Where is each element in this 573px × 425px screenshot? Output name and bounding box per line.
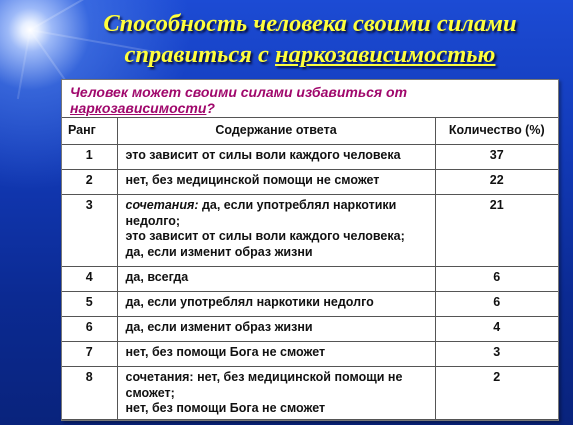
content-line: да, всегда (125, 270, 189, 284)
content-line: это зависит от силы воли каждого человека; (125, 229, 405, 243)
row-rank: 8 (62, 367, 117, 420)
title-line-2-underlined: наркозависимостью (275, 41, 496, 68)
row-rank: 3 (62, 195, 117, 267)
content-line: это зависит от силы воли каждого человека (125, 148, 401, 162)
light-ray (17, 30, 31, 99)
row-count: 6 (435, 292, 558, 317)
row-count: 2 (435, 367, 558, 420)
row-count: 37 (435, 145, 558, 170)
row-rank: 5 (62, 292, 117, 317)
table-row (62, 292, 558, 317)
row-rank: 4 (62, 267, 117, 292)
row-count: 3 (435, 342, 558, 367)
row-count: 21 (435, 195, 558, 267)
content-lead: сочетания: (125, 370, 194, 384)
title-line-2 (60, 39, 560, 70)
content-line: да, если изменит образ жизни (125, 244, 313, 259)
table-row (62, 367, 558, 420)
slide-title (60, 8, 560, 70)
content-line: нет, без медицинской помощи не сможет (125, 173, 380, 187)
survey-table-panel (61, 79, 559, 421)
table-row (62, 195, 558, 267)
survey-table (62, 118, 558, 420)
row-rank: 7 (62, 342, 117, 367)
row-content (117, 342, 435, 367)
header-count: Количество (%) (435, 118, 558, 145)
content-line: да, если изменит образ жизни (125, 320, 313, 334)
row-content (117, 367, 435, 420)
row-count: 4 (435, 317, 558, 342)
row-content (117, 317, 435, 342)
table-row (62, 317, 558, 342)
question-mark: ? (206, 100, 215, 116)
question-text: Человек может своими силами избавиться от (70, 84, 408, 100)
survey-question (62, 80, 558, 118)
question-underlined-text: наркозависимости (70, 100, 207, 116)
table-row (62, 342, 558, 367)
row-rank: 2 (62, 170, 117, 195)
content-line: да, если употреблял наркотики недолго (125, 295, 374, 309)
table-row (62, 267, 558, 292)
table-row (62, 170, 558, 195)
content-line: да, если употреблял наркотики недолго; (125, 198, 397, 228)
content-line: нет, без медицинской помощи не сможет; (125, 370, 403, 400)
table-row (62, 145, 558, 170)
row-count: 6 (435, 267, 558, 292)
header-rank: Ранг (62, 118, 117, 145)
row-rank: 6 (62, 317, 117, 342)
header-content: Содержание ответа (117, 118, 435, 145)
table-header-row (62, 118, 558, 145)
row-content (117, 195, 435, 267)
content-lead: сочетания: (125, 198, 199, 212)
title-line-1: Способность человека своими силами (103, 10, 517, 37)
content-line: нет, без помощи Бога не сможет (125, 401, 326, 415)
content-line: нет, без помощи Бога не сможет (125, 345, 326, 359)
row-content (117, 170, 435, 195)
row-content (117, 267, 435, 292)
row-rank: 1 (62, 145, 117, 170)
row-count: 22 (435, 170, 558, 195)
title-line-2-prefix: справиться с (124, 41, 275, 68)
row-content (117, 145, 435, 170)
row-content (117, 292, 435, 317)
